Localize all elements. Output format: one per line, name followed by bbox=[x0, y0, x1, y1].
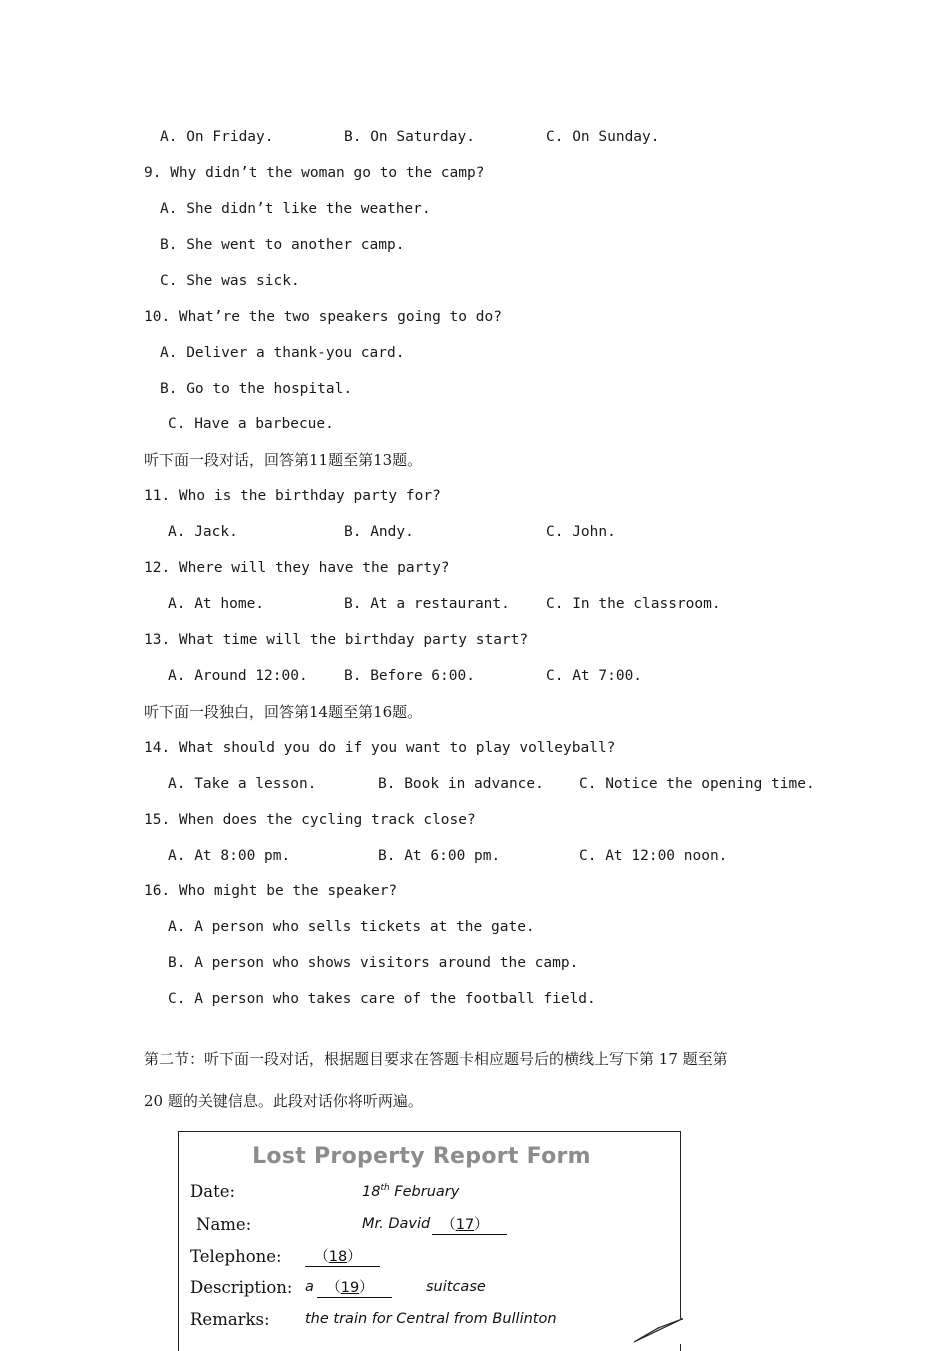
description-suffix: suitcase bbox=[426, 1279, 486, 1295]
instruction-11-13: 听下面一段对话，回答第11题至第13题。 bbox=[144, 451, 423, 469]
date-value: 18th February bbox=[362, 1183, 460, 1200]
q13-question: 13. What time will the birthday party start? bbox=[144, 632, 529, 648]
remarks-label: Remarks: bbox=[190, 1310, 270, 1329]
q10-option-c: C. Have a barbecue. bbox=[168, 416, 334, 432]
q9-option-a: A. She didn’t like the weather. bbox=[160, 201, 431, 217]
form-title: Lost Property Report Form bbox=[252, 1144, 591, 1169]
q11-option-b: B. Andy. bbox=[344, 524, 414, 540]
blank-17[interactable]: （17） bbox=[432, 1217, 508, 1233]
q9-option-b: B. She went to another camp. bbox=[160, 237, 405, 253]
q13-option-a: A. Around 12:00. bbox=[168, 668, 308, 684]
q15-question: 15. When does the cycling track close? bbox=[144, 812, 476, 828]
telephone-label: Telephone: bbox=[190, 1247, 282, 1266]
q15-option-b: B. At 6:00 pm. bbox=[378, 848, 501, 864]
q12-option-c: C. In the classroom. bbox=[546, 596, 721, 612]
description-prefix: a bbox=[305, 1279, 314, 1295]
q9-question: 9. Why didn’t the woman go to the camp? bbox=[144, 165, 485, 181]
q12-option-a: A. At home. bbox=[168, 596, 265, 612]
q14-option-a: A. Take a lesson. bbox=[168, 776, 317, 792]
q8-option-b: B. On Saturday. bbox=[344, 129, 475, 145]
q15-option-a: A. At 8:00 pm. bbox=[168, 848, 291, 864]
remarks-value: the train for Central from Bullinton bbox=[305, 1311, 557, 1327]
q16-option-c: C. A person who takes care of the football field. bbox=[168, 991, 596, 1007]
blank-18[interactable]: （18） bbox=[305, 1249, 381, 1265]
q13-option-c: C. At 7:00. bbox=[546, 668, 643, 684]
q16-option-a: A. A person who sells tickets at the gate. bbox=[168, 919, 535, 935]
q14-question: 14. What should you do if you want to play volleyball? bbox=[144, 740, 616, 756]
q14-option-b: B. Book in advance. bbox=[378, 776, 544, 792]
description-label: Description: bbox=[190, 1278, 293, 1297]
q12-question: 12. Where will they have the party? bbox=[144, 560, 450, 576]
date-label: Date: bbox=[190, 1182, 236, 1201]
q11-question: 11. Who is the birthday party for? bbox=[144, 488, 441, 504]
q11-option-a: A. Jack. bbox=[168, 524, 238, 540]
q8-option-a: A. On Friday. bbox=[160, 129, 274, 145]
name-label: Name: bbox=[196, 1215, 252, 1234]
section2-instruction-line2: 20 题的关键信息。此段对话你将听两遍。 bbox=[144, 1092, 423, 1110]
blank-19[interactable]: （19） bbox=[317, 1280, 393, 1296]
q16-option-b: B. A person who shows visitors around the camp. bbox=[168, 955, 579, 971]
q10-option-a: A. Deliver a thank-you card. bbox=[160, 345, 405, 361]
name-value: Mr. David bbox=[362, 1216, 431, 1232]
section2-instruction-line1: 第二节：听下面一段对话，根据题目要求在答题卡相应题号后的横线上写下第 17 题至第 bbox=[144, 1050, 728, 1068]
page-curl-icon bbox=[628, 1318, 684, 1344]
instruction-14-16: 听下面一段独白，回答第14题至第16题。 bbox=[144, 703, 423, 721]
q10-question: 10. What’re the two speakers going to do? bbox=[144, 309, 502, 325]
q11-option-c: C. John. bbox=[546, 524, 616, 540]
q14-option-c: C. Notice the opening time. bbox=[579, 776, 815, 792]
q8-option-c: C. On Sunday. bbox=[546, 129, 660, 145]
q16-question: 16. Who might be the speaker? bbox=[144, 883, 398, 899]
q9-option-c: C. She was sick. bbox=[160, 273, 300, 289]
q13-option-b: B. Before 6:00. bbox=[344, 668, 475, 684]
q10-option-b: B. Go to the hospital. bbox=[160, 381, 353, 397]
q12-option-b: B. At a restaurant. bbox=[344, 596, 510, 612]
q15-option-c: C. At 12:00 noon. bbox=[579, 848, 728, 864]
